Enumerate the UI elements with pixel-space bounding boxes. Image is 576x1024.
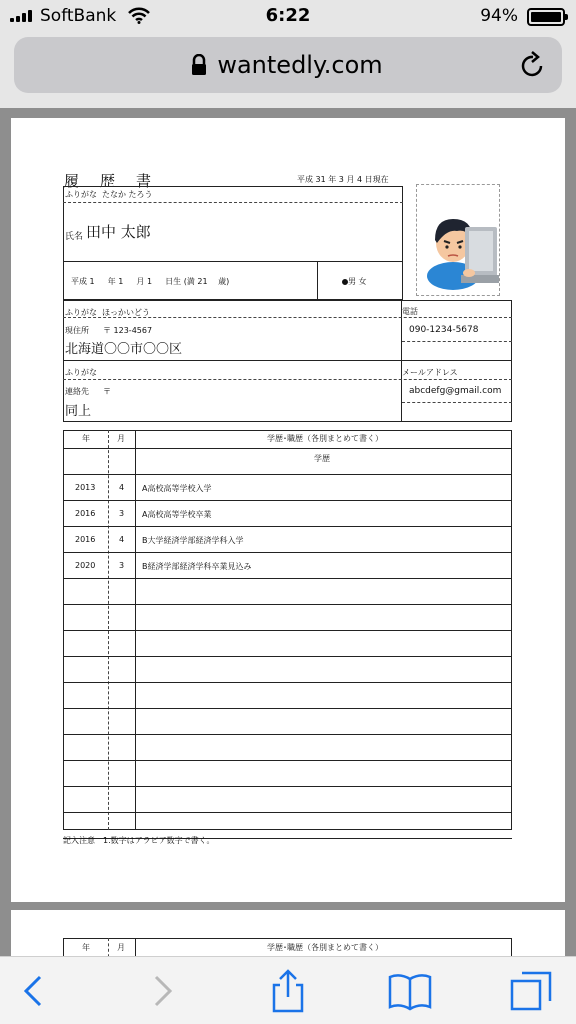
col-year-header: 年: [82, 434, 90, 443]
contact-postal: 〒: [103, 387, 111, 396]
row-month: 3: [119, 561, 125, 570]
resume-page-2: [11, 910, 565, 956]
row-year: 2020: [75, 561, 96, 570]
gender-options[interactable]: 男 女: [342, 276, 367, 287]
url-text: wantedly.com: [217, 51, 383, 79]
col-month-header: 月: [117, 434, 125, 443]
resume-date: 平成 31 年 3 月 4 日現在: [297, 175, 389, 184]
name-label: 氏名: [65, 232, 84, 242]
person-at-computer-illustration: [417, 185, 499, 295]
address-bar[interactable]: [14, 37, 562, 93]
back-icon[interactable]: [10, 967, 58, 1015]
photo-frame: [416, 184, 500, 296]
page2-col-year: 年: [82, 943, 90, 952]
resume-title: 履 歴 書: [64, 172, 155, 190]
address-furigana: ほっかいどう: [102, 308, 150, 317]
address-value: 北海道〇〇市〇〇区: [65, 342, 183, 357]
row-content: B大学経済学部経済学科入学: [142, 536, 244, 545]
battery-percent: 94%: [480, 6, 518, 26]
contact-label: 連絡先: [65, 387, 89, 396]
birth-date: 平成 1 年 1 月 1 日生 (満 21 歳): [71, 277, 230, 286]
section-label: 学歴: [314, 454, 330, 463]
row-content: B経済学部経済学科卒業見込み: [142, 562, 252, 571]
browser-navbar: [0, 32, 576, 108]
row-year: 2013: [75, 483, 96, 492]
resume-page: [11, 118, 565, 902]
row-month: 3: [119, 509, 125, 518]
row-month: 4: [119, 483, 125, 492]
contact-furigana-label: ふりがな: [65, 368, 97, 377]
carrier-name: SoftBank: [40, 6, 117, 26]
page2-col-month: 月: [117, 943, 125, 952]
battery-icon: [527, 8, 565, 26]
row-month: 4: [119, 535, 125, 544]
note-text: 記入注意 1.数字はアラビア数字で書く。: [63, 836, 215, 845]
address-furigana-label: ふりがな: [65, 308, 97, 317]
bookmarks-icon[interactable]: [386, 967, 434, 1015]
tabs-icon[interactable]: [508, 967, 556, 1015]
row-year: 2016: [75, 509, 96, 518]
forward-icon[interactable]: [138, 967, 186, 1015]
row-content: A高校高等学校入学: [142, 484, 212, 493]
status-bar: [0, 0, 576, 32]
furigana-label: ふりがな: [65, 190, 97, 199]
postal-code: 〒 123-4567: [103, 326, 153, 335]
col-content-header: 学歴･職歴（各別まとめて書く）: [267, 434, 383, 443]
phone-value: 090-1234-5678: [409, 325, 479, 335]
reload-icon[interactable]: [520, 51, 546, 79]
contact-address: 同上: [65, 404, 92, 419]
email-label: メールアドレス: [402, 368, 458, 377]
address-label: 現住所: [65, 326, 89, 335]
address-block: [63, 300, 512, 422]
name-value: 田中 太郎: [86, 223, 151, 241]
furigana-name: たなか たろう: [102, 190, 153, 199]
email-value: abcdefg@gmail.com: [409, 386, 502, 396]
page2-col-content: 学歴･職歴（各別まとめて書く）: [267, 943, 383, 952]
row-year: 2016: [75, 535, 96, 544]
phone-label: 電話: [402, 307, 418, 316]
browser-toolbar: [0, 956, 576, 1024]
clock: 6:22: [265, 5, 311, 26]
share-icon[interactable]: [264, 967, 312, 1015]
row-content: A高校高等学校卒業: [142, 510, 212, 519]
